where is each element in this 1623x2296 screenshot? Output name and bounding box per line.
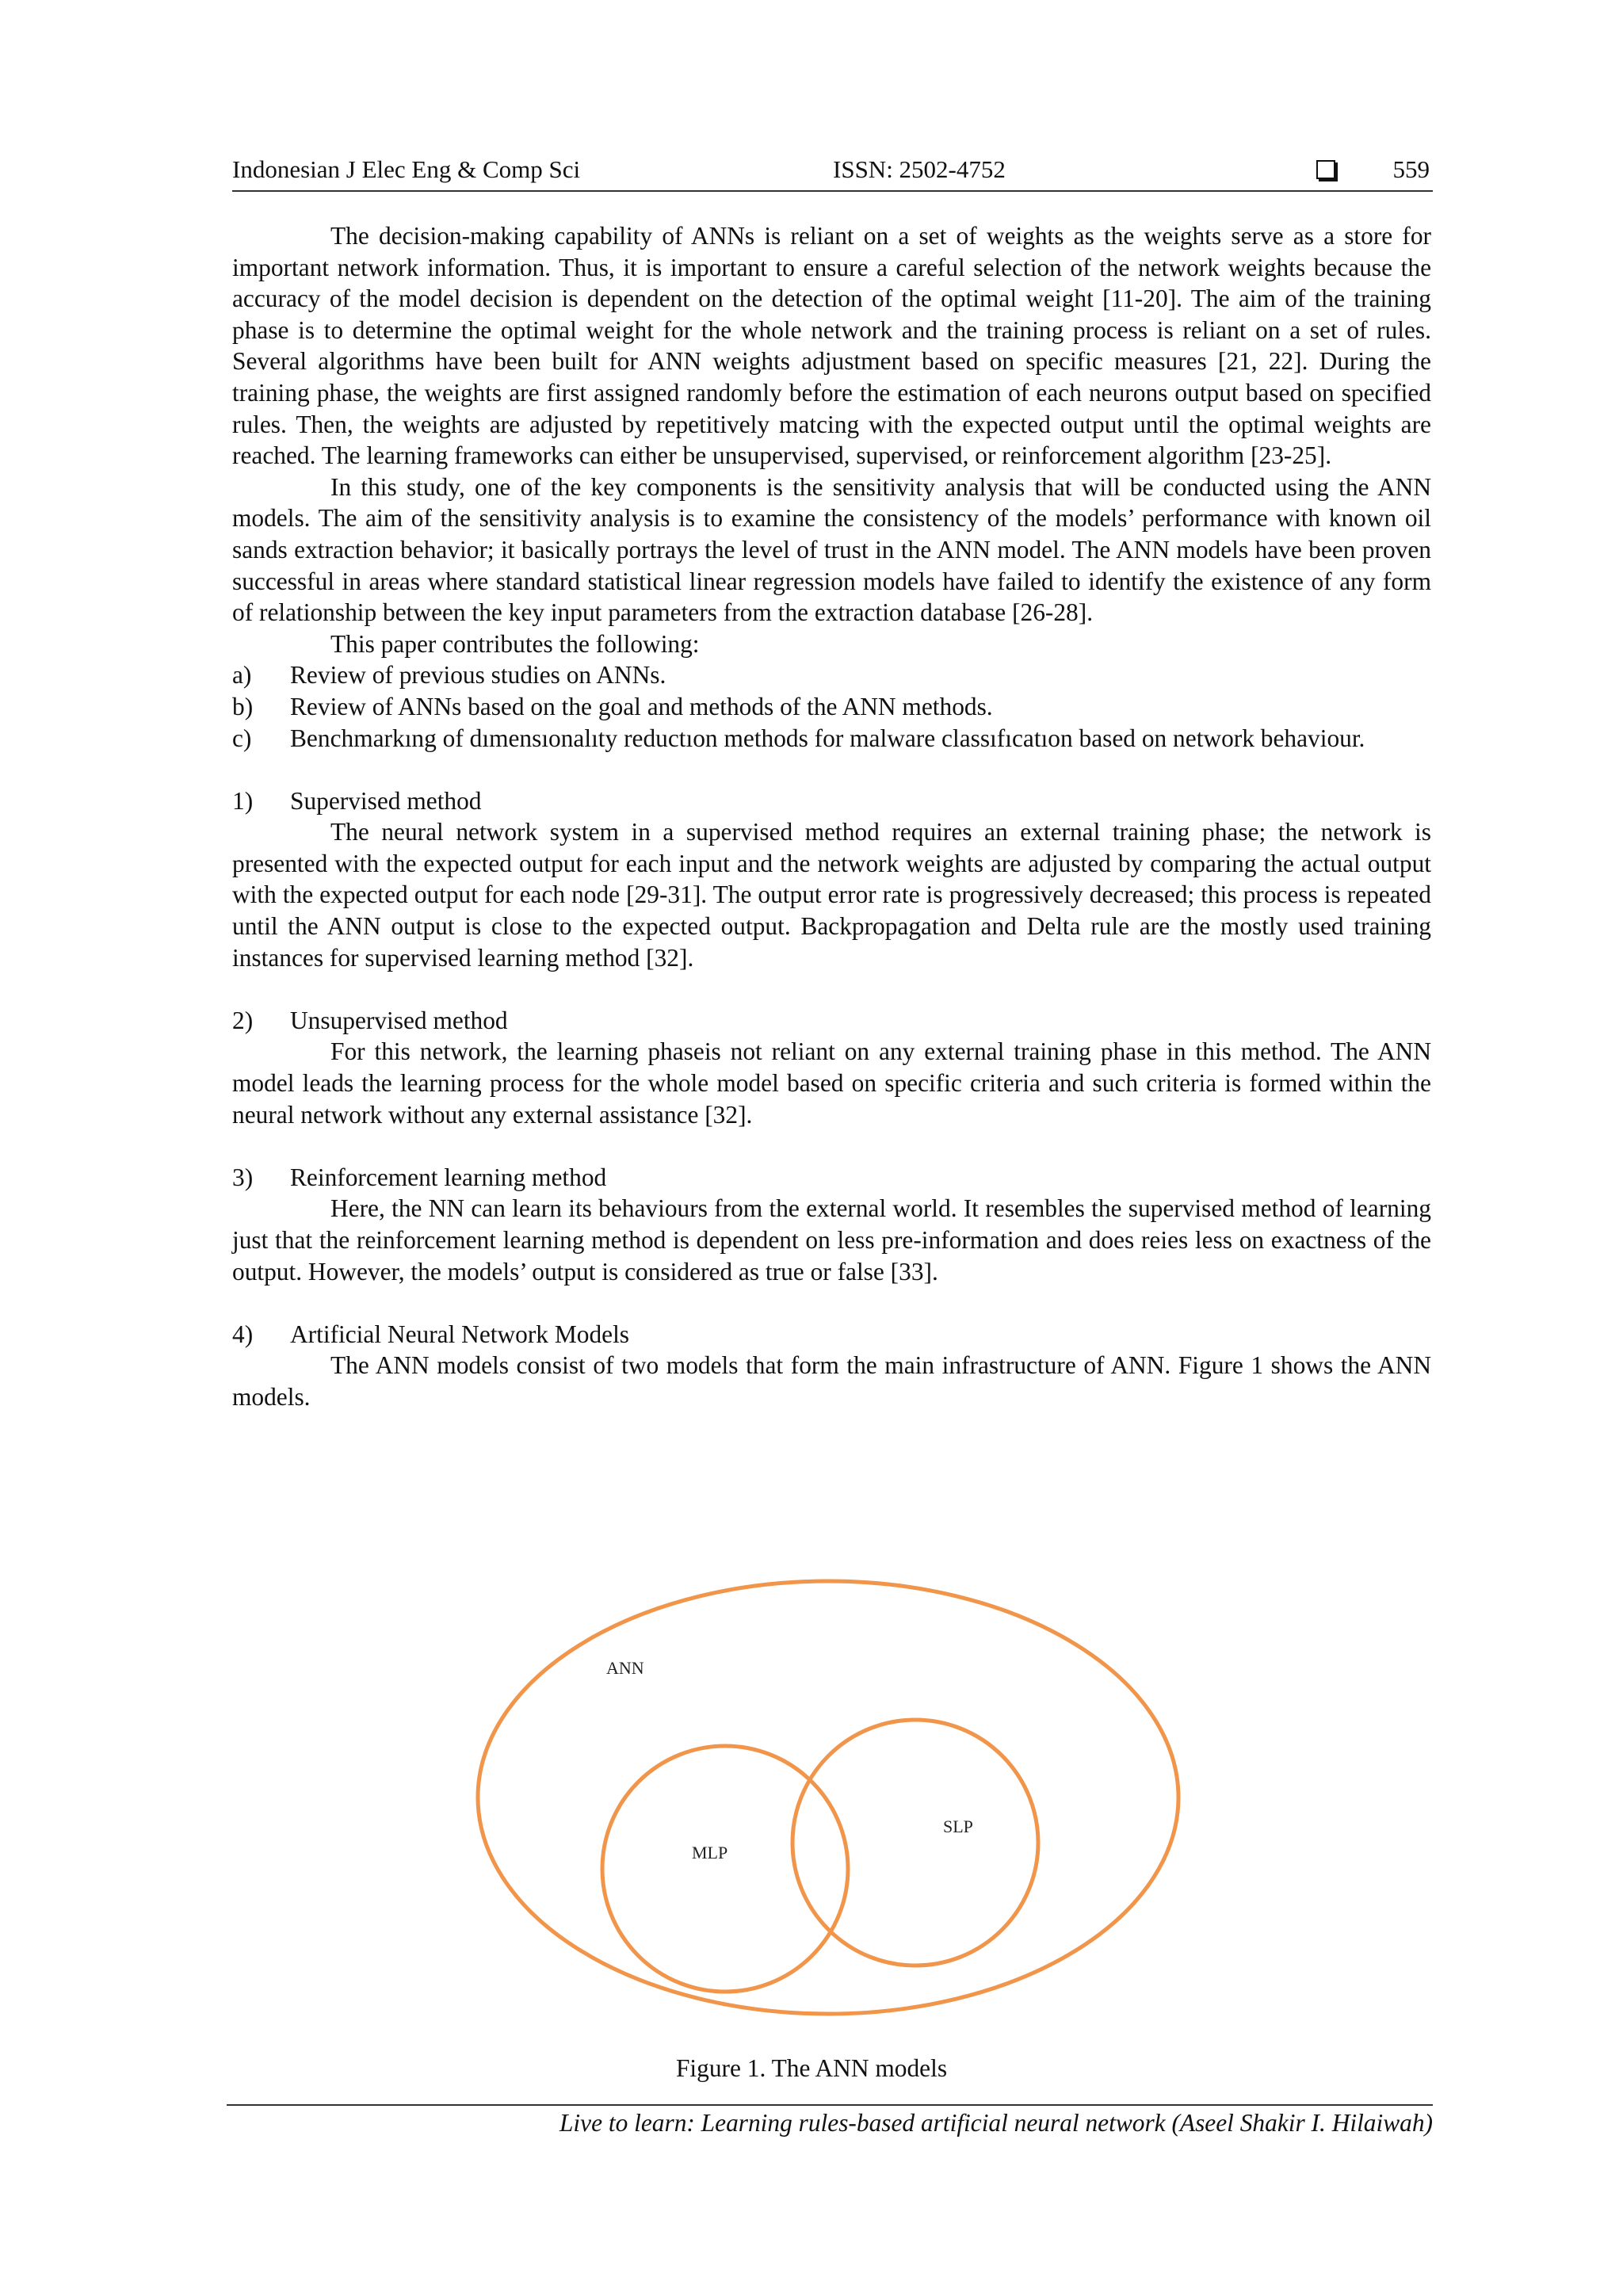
- paragraph-supervised: The neural network system in a supervised method requires an external training phase; the network is presented with the expected output for each input and the network weights are adjusted by comparing the actual output with the expected output for each node [29-31]. The output error rate is progressively decreased; this process is repeated until the ANN output is close to the expected output. Backpropagation and Delta rule are the mostly used training instances for supervised learning method [32].: [232, 818, 1431, 972]
- mlp-label: MLP: [692, 1843, 728, 1862]
- ann-outer-ellipse: [478, 1581, 1178, 2014]
- journal-name: Indonesian J Elec Eng & Comp Sci: [232, 155, 581, 183]
- slp-label: SLP: [943, 1817, 973, 1836]
- body-text: [232, 220, 1431, 1413]
- section-marker: 4): [232, 1320, 254, 1348]
- list-item: [232, 659, 1431, 691]
- section-title: Supervised method: [290, 786, 482, 815]
- list-marker: c): [232, 724, 252, 752]
- list-item: [232, 691, 1431, 723]
- paragraph-unsupervised: For this network, the learning phaseis not reliant on any external training phase in this method. The ANN model leads the learning process for the whole model based on specific criteria and such criteria is formed within the neural network without any external assistance [32].: [232, 1037, 1431, 1129]
- running-footer: Live to learn: Learning rules-based artificial neural network (Aseel Shakir I. Hilaiwah): [559, 2109, 1433, 2137]
- checkbox-square-icon: [1316, 160, 1335, 179]
- paragraph-ann-models: The ANN models consist of two models that form the main infrastructure of ANN. Figure 1 shows the ANN models.: [232, 1351, 1431, 1411]
- figure-caption: Figure 1. The ANN models: [675, 2054, 948, 2082]
- running-header: [232, 155, 1433, 192]
- section-marker: 3): [232, 1163, 254, 1191]
- list-item-text: Review of previous studies on ANNs.: [290, 661, 666, 690]
- section-marker: 2): [232, 1006, 254, 1034]
- slp-circle: [792, 1720, 1038, 1966]
- mlp-circle: [602, 1746, 848, 1992]
- paragraph-reinforcement: Here, the NN can learn its behaviours from the external world. It resembles the supervised method of learning just that the reinforcement learning method is dependent on less pre-information and does reies less on exactness of the output. However, the models’ output is considered as true or false [33].: [232, 1194, 1431, 1286]
- section-heading-supervised: [232, 785, 1431, 817]
- issn: ISSN: 2502-4752: [833, 155, 1006, 183]
- section-marker: 1): [232, 786, 254, 815]
- paragraph-contributions-intro: This paper contributes the following:: [330, 629, 700, 658]
- section-heading-reinforcement: [232, 1162, 1431, 1194]
- section-title: Reinforcement learning method: [290, 1163, 607, 1191]
- paragraph-weights: The decision-making capability of ANNs is reliant on a set of weights as the weights serve as a store for important network information. Thus, it is important to ensure a careful selection of the network weights because the accuracy of the model decision is dependent on the detection of the optimal weight [11-20]. The aim of the training phase is to determine the optimal weight for the whole network and the training process is reliant on a set of rules. Several algorithms have been built for ANN weights adjustment based on specific measures [21, 22]. During the training phase, the weights are first assigned randomly before the estimation of each neurons output based on specified rules. Then, the weights are adjusted by repetitively matcing with the expected output until the optimal weights are reached. The learning frameworks can either be unsupervised, supervised, or reinforcement algorithm [23-25].: [232, 222, 1431, 470]
- ann-label: ANN: [606, 1658, 644, 1678]
- list-item: [232, 723, 1431, 755]
- list-item-text: Review of ANNs based on the goal and methods of the ANN methods.: [290, 692, 993, 720]
- list-marker: a): [232, 661, 252, 690]
- list-item-text: Benchmarkıng of dımensıonalıty reductıon methods for malware classıfıcatıon based on network behaviour.: [290, 724, 1365, 752]
- ann-venn-diagram: [468, 1573, 1189, 2025]
- footer-rule: [227, 2104, 1433, 2106]
- paragraph-sensitivity: In this study, one of the key components is the sensitivity analysis that will be conducted using the ANN models. The aim of the sensitivity analysis is to examine the consistency of the models’ performance with known oil sands extraction behavior; it basically portrays the level of trust in the ANN model. The ANN models have been proven successful in areas where standard statistical linear regression models have failed to identify the existence of any form of relationship between the key input parameters from the extraction database [26-28].: [232, 472, 1431, 627]
- page-number: 559: [1392, 155, 1430, 183]
- section-heading-unsupervised: [232, 1005, 1431, 1037]
- section-heading-ann-models: [232, 1319, 1431, 1350]
- section-title: Artificial Neural Network Models: [290, 1320, 630, 1348]
- section-title: Unsupervised method: [290, 1006, 508, 1034]
- list-marker: b): [232, 692, 254, 720]
